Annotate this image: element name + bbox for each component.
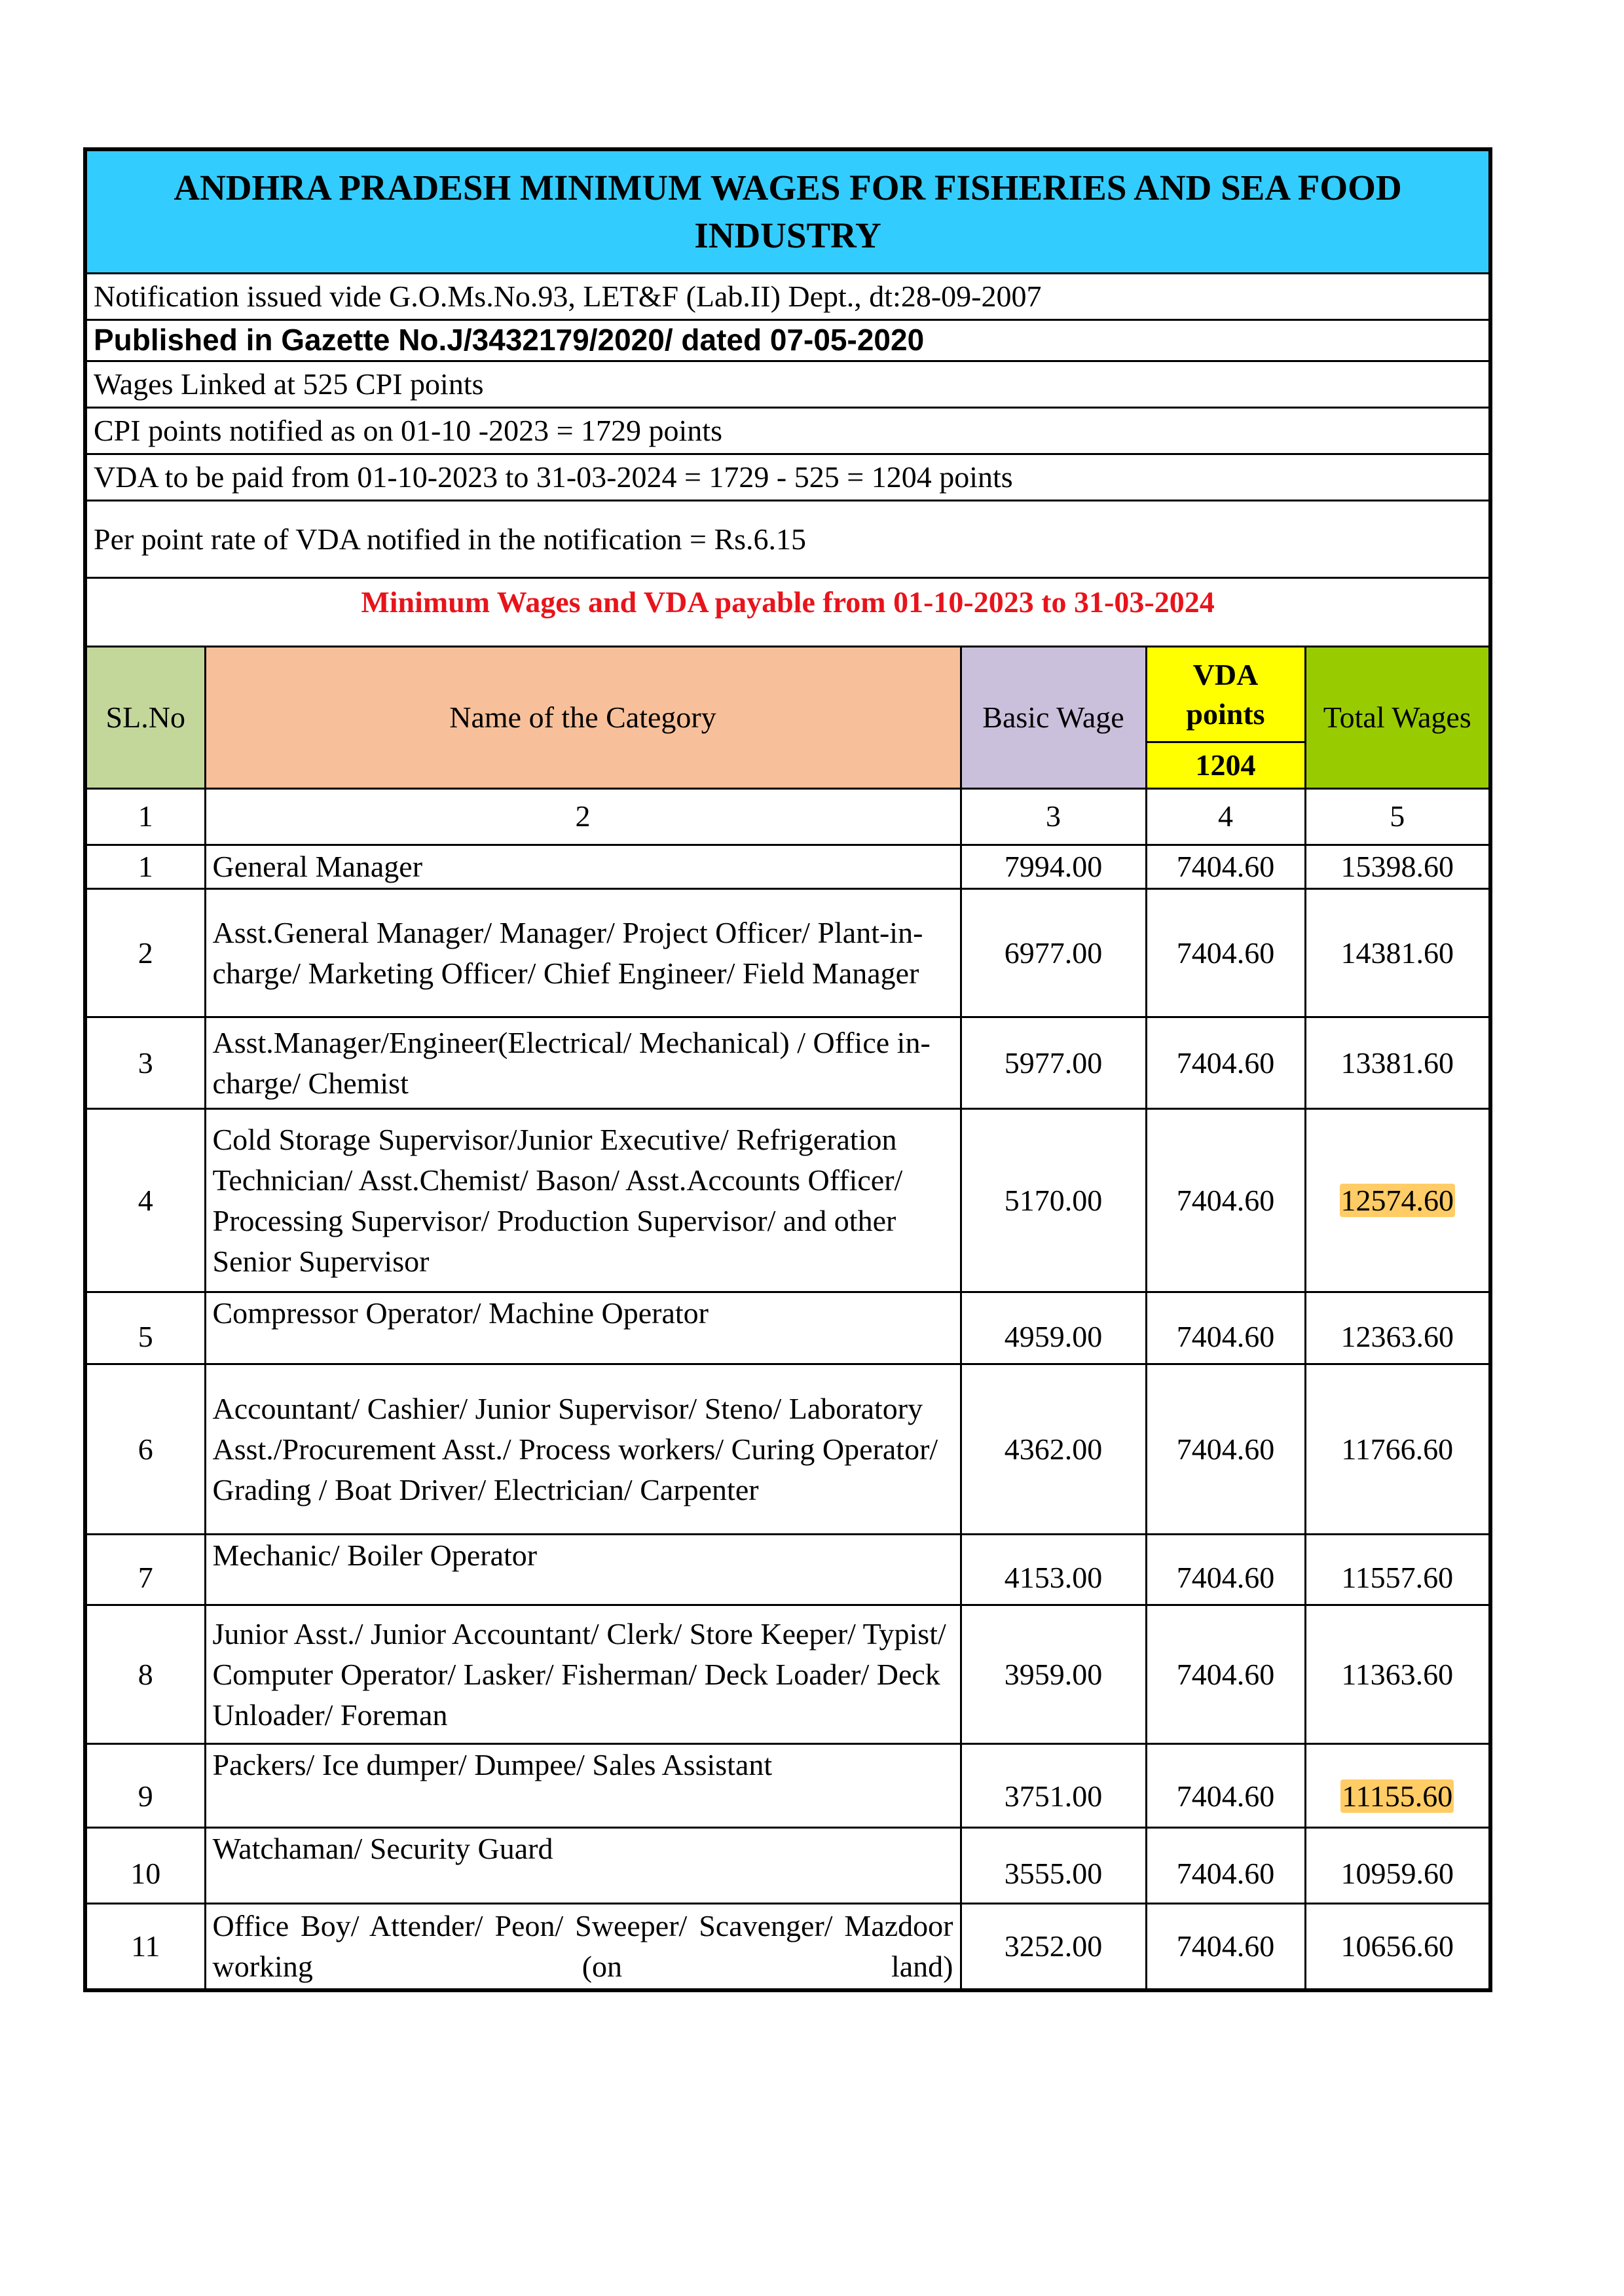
row-sl-no: 8	[85, 1605, 205, 1744]
row-category: Watchaman/ Security Guard	[205, 1828, 961, 1904]
highlighted-total-wage: 12574.60	[1340, 1183, 1454, 1217]
row-total-wage-cell	[1305, 1744, 1490, 1828]
row-sl-no: 7	[85, 1535, 205, 1605]
row-total-wage: 11557.60	[1305, 1535, 1490, 1605]
row-basic-wage: 4362.00	[961, 1364, 1146, 1535]
row-sl-no: 10	[85, 1828, 205, 1904]
row-category: Asst.General Manager/ Manager/ Project Officer/ Plant-in-charge/ Marketing Officer/ Chief Engineer/ Field Manager	[205, 889, 961, 1017]
row-category: Accountant/ Cashier/ Junior Supervisor/ Steno/ Laboratory Asst./Procurement Asst./ Process workers/ Curing Operator/ Grading / Boat Driver/ Electrician/ Carpenter	[205, 1364, 961, 1535]
row-basic-wage: 4959.00	[961, 1292, 1146, 1364]
column-number-4: 4	[1146, 789, 1305, 845]
table-row	[85, 1292, 1490, 1364]
row-category: Compressor Operator/ Machine Operator	[205, 1292, 961, 1364]
row-vda: 7404.60	[1146, 1535, 1305, 1605]
row-basic-wage: 6977.00	[961, 889, 1146, 1017]
row-basic-wage: 3959.00	[961, 1605, 1146, 1744]
row-vda: 7404.60	[1146, 1605, 1305, 1744]
row-total-wage: 12363.60	[1305, 1292, 1490, 1364]
row-basic-wage: 7994.00	[961, 845, 1146, 889]
table-row	[85, 845, 1490, 889]
row-sl-no: 2	[85, 889, 205, 1017]
table-row	[85, 1605, 1490, 1744]
notification-line: Notification issued vide G.O.Ms.No.93, LET&F (Lab.II) Dept., dt:28-09-2007	[85, 274, 1490, 320]
row-vda: 7404.60	[1146, 1017, 1305, 1109]
row-sl-no: 9	[85, 1744, 205, 1828]
row-total-wage: 10959.60	[1305, 1828, 1490, 1904]
wage-table	[83, 147, 1492, 1992]
row-category: Cold Storage Supervisor/Junior Executive/ Refrigeration Technician/ Asst.Chemist/ Bason/ Asst.Accounts Officer/ Processing Supervisor/ Production Supervisor/ and other Senior Supervisor	[205, 1109, 961, 1292]
row-total-wage: 14381.60	[1305, 889, 1490, 1017]
row-sl-no: 11	[85, 1904, 205, 1990]
row-vda: 7404.60	[1146, 1364, 1305, 1535]
row-category: General Manager	[205, 845, 961, 889]
row-category: Asst.Manager/Engineer(Electrical/ Mechanical) / Office in-charge/ Chemist	[205, 1017, 961, 1109]
row-basic-wage: 4153.00	[961, 1535, 1146, 1605]
row-vda: 7404.60	[1146, 889, 1305, 1017]
row-vda: 7404.60	[1146, 1828, 1305, 1904]
row-vda: 7404.60	[1146, 1904, 1305, 1990]
table-row	[85, 1744, 1490, 1828]
header-basic-wage: Basic Wage	[961, 647, 1146, 789]
row-basic-wage: 5977.00	[961, 1017, 1146, 1109]
table-row	[85, 1017, 1490, 1109]
row-vda: 7404.60	[1146, 1744, 1305, 1828]
row-category: Packers/ Ice dumper/ Dumpee/ Sales Assistant	[205, 1744, 961, 1828]
column-number-5: 5	[1305, 789, 1490, 845]
table-row	[85, 1364, 1490, 1535]
table-row	[85, 1904, 1490, 1990]
row-vda: 7404.60	[1146, 845, 1305, 889]
row-total-wage-cell	[1305, 1109, 1490, 1292]
row-category: Mechanic/ Boiler Operator	[205, 1535, 961, 1605]
row-category: Junior Asst./ Junior Accountant/ Clerk/ Store Keeper/ Typist/ Computer Operator/ Lasker/ Fisherman/ Deck Loader/ Deck Unloader/ Foreman	[205, 1605, 961, 1744]
row-total-wage: 11766.60	[1305, 1364, 1490, 1535]
header-total-wages: Total Wages	[1305, 647, 1490, 789]
row-basic-wage: 3555.00	[961, 1828, 1146, 1904]
header-sl-no: SL.No	[85, 647, 205, 789]
table-row	[85, 1535, 1490, 1605]
wages-period-subtitle: Minimum Wages and VDA payable from 01-10-2023 to 31-03-2024	[85, 578, 1490, 647]
row-sl-no: 6	[85, 1364, 205, 1535]
row-basic-wage: 5170.00	[961, 1109, 1146, 1292]
document-title: ANDHRA PRADESH MINIMUM WAGES FOR FISHERIES AND SEA FOOD INDUSTRY	[85, 149, 1490, 274]
column-number-2: 2	[205, 789, 961, 845]
row-basic-wage: 3751.00	[961, 1744, 1146, 1828]
header-vda-points: VDA points	[1146, 647, 1305, 742]
row-total-wage: 15398.60	[1305, 845, 1490, 889]
row-basic-wage: 3252.00	[961, 1904, 1146, 1990]
column-number-3: 3	[961, 789, 1146, 845]
row-sl-no: 3	[85, 1017, 205, 1109]
column-number-1: 1	[85, 789, 205, 845]
header-category-name: Name of the Category	[205, 647, 961, 789]
wage-sheet	[83, 147, 1488, 1992]
row-total-wage: 13381.60	[1305, 1017, 1490, 1109]
table-row	[85, 1109, 1490, 1292]
per-point-rate-line: Per point rate of VDA notified in the notification = Rs.6.15	[85, 501, 1490, 578]
row-category: Office Boy/ Attender/ Peon/ Sweeper/ Scavenger/ Mazdoor working (on land)	[205, 1904, 961, 1990]
vda-period-line: VDA to be paid from 01-10-2023 to 31-03-2024 = 1729 - 525 = 1204 points	[85, 454, 1490, 501]
row-sl-no: 4	[85, 1109, 205, 1292]
row-total-wage: 10656.60	[1305, 1904, 1490, 1990]
header-vda-points-value: 1204	[1146, 742, 1305, 789]
table-row	[85, 889, 1490, 1017]
row-vda: 7404.60	[1146, 1292, 1305, 1364]
row-vda: 7404.60	[1146, 1109, 1305, 1292]
row-sl-no: 5	[85, 1292, 205, 1364]
row-sl-no: 1	[85, 845, 205, 889]
highlighted-total-wage: 11155.60	[1342, 1779, 1453, 1813]
gazette-line: Published in Gazette No.J/3432179/2020/ dated 07-05-2020	[85, 320, 1490, 361]
cpi-linked-line: Wages Linked at 525 CPI points	[85, 361, 1490, 408]
table-row	[85, 1828, 1490, 1904]
row-total-wage: 11363.60	[1305, 1605, 1490, 1744]
cpi-notified-line: CPI points notified as on 01-10 -2023 = 1729 points	[85, 408, 1490, 454]
